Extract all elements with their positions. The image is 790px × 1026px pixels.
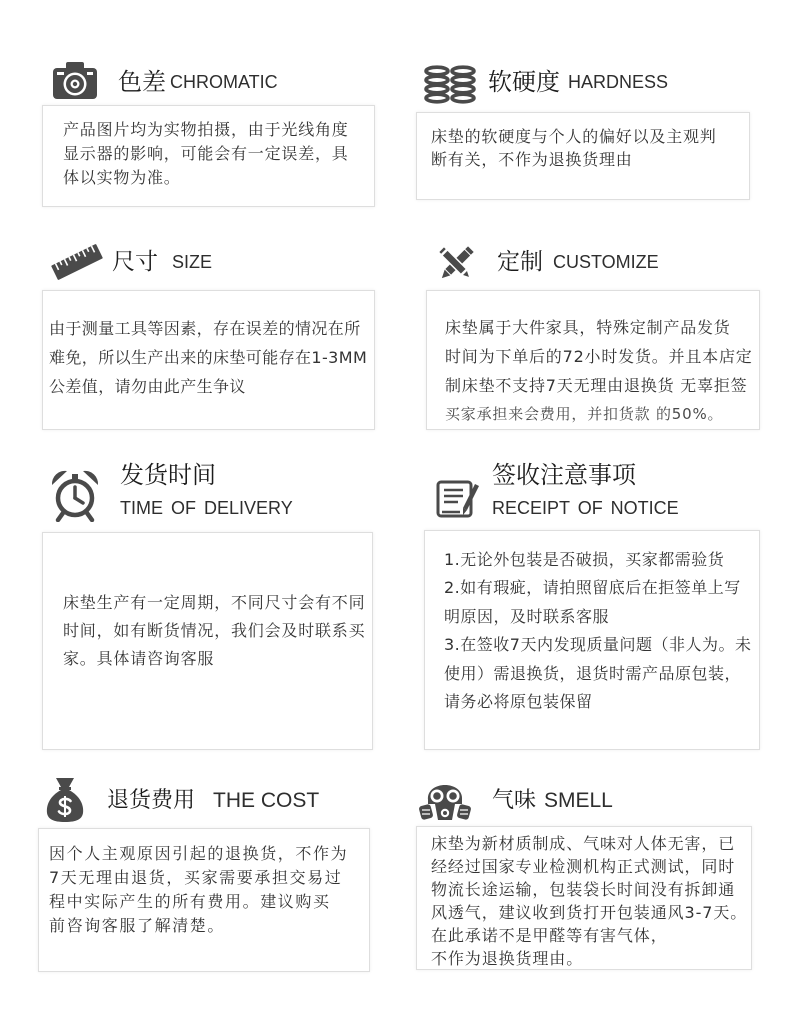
section-title-en: THE COST bbox=[213, 789, 320, 812]
notice-line: 程中实际产生的所有费用。建议购买 bbox=[49, 892, 331, 911]
section-title-en: TIME OF DELIVERY bbox=[120, 498, 293, 518]
tablet-icon bbox=[436, 479, 480, 519]
notice-box bbox=[42, 105, 375, 207]
money-bag-icon bbox=[44, 777, 86, 823]
notice-line: 请务必将原包装保留 bbox=[444, 692, 593, 712]
notice-box bbox=[416, 112, 750, 200]
alarm-clock-icon bbox=[50, 468, 100, 522]
notice-line: 不作为退换货理由。 bbox=[431, 949, 584, 968]
section-title-cn: 发货时间 bbox=[120, 461, 216, 489]
section-title-cn: 气味 bbox=[492, 788, 537, 813]
notice-line: 2.如有瑕疵，请拍照留底后在拒签单上写 bbox=[444, 578, 741, 598]
camera-icon bbox=[52, 60, 98, 100]
notice-box bbox=[42, 532, 373, 750]
notice-line: 断有关，不作为退换货理由 bbox=[431, 150, 633, 169]
notice-line: 公差值，请勿由此产生争议 bbox=[49, 377, 246, 396]
notice-line: 风透气，建议收到货打开包装通风3-7天。 bbox=[431, 903, 748, 922]
springs-icon bbox=[424, 65, 476, 105]
section-title-cn: 签收注意事项 bbox=[492, 461, 636, 489]
notice-box bbox=[42, 290, 375, 430]
notice-line: 床垫为新材质制成、气味对人体无害，已 bbox=[431, 834, 736, 853]
section-title-en: CUSTOMIZE bbox=[553, 252, 659, 272]
notice-line: 家。具体请咨询客服 bbox=[63, 649, 215, 668]
notice-line: 体以实物为准。 bbox=[63, 168, 181, 187]
notice-line: 前咨询客服了解清楚。 bbox=[49, 916, 226, 935]
section-title-en: SIZE bbox=[172, 252, 213, 272]
notice-box bbox=[38, 828, 370, 972]
section-title-cn: 软硬度 bbox=[488, 68, 560, 96]
notice-line: 物流长途运输，包装袋长时间没有拆卸通 bbox=[431, 880, 736, 899]
notice-line: 时间，如有断货情况，我们会及时联系买 bbox=[63, 621, 366, 640]
notice-line: 3.在签收7天内发现质量问题（非人为。未 bbox=[444, 635, 752, 655]
notice-line: 产品图片均为实物拍摄，由于光线角度 bbox=[63, 120, 349, 139]
section-title-en: RECEIPT OF NOTICE bbox=[492, 498, 679, 518]
section-title-en: HARDNESS bbox=[568, 72, 669, 92]
notice-line: 显示器的影响，可能会有一定误差，具 bbox=[63, 144, 349, 163]
notice-box bbox=[426, 290, 760, 430]
notice-line: 由于测量工具等因素，存在误差的情况在所 bbox=[49, 319, 361, 338]
gas-mask-icon bbox=[418, 774, 472, 822]
section-title-cn: 色差 bbox=[118, 68, 166, 96]
notice-line: 因个人主观原因引起的退换货，不作为 bbox=[49, 844, 349, 863]
section-title-cn: 尺寸 bbox=[112, 249, 158, 275]
notice-line: 买家承担来会费用，并扣货款 的50%。 bbox=[445, 405, 724, 423]
section-title-cn: 退货费用 bbox=[107, 788, 196, 813]
notice-box bbox=[416, 826, 752, 970]
section-title-en: CHROMATIC bbox=[170, 72, 278, 92]
notice-line: 时间为下单后的72小时发货。并且本店定 bbox=[445, 347, 753, 366]
crossed-pencils-icon bbox=[435, 243, 477, 285]
notice-line: 床垫属于大件家具，特殊定制产品发货 bbox=[445, 318, 731, 337]
notice-line: 床垫生产有一定周期，不同尺寸会有不同 bbox=[63, 593, 366, 612]
notice-line: 使用）需退换货，退货时需产品原包装， bbox=[444, 663, 742, 683]
notice-line: 床垫的软硬度与个人的偏好以及主观判 bbox=[431, 127, 717, 146]
notice-box bbox=[424, 530, 760, 750]
ruler-icon bbox=[50, 240, 104, 284]
notice-line: 制床垫不支持7天无理由退换货 无辜拒签 bbox=[445, 376, 748, 395]
notice-line: 1.无论外包装是否破损，买家都需验货 bbox=[444, 550, 725, 569]
notice-line: 经经过国家专业检测机构正式测试，同时 bbox=[431, 857, 736, 876]
section-title-cn: 定制 bbox=[497, 249, 543, 275]
notice-line: 在此承诺不是甲醛等有害气体， bbox=[431, 926, 668, 945]
section-title-en: SMELL bbox=[544, 789, 613, 812]
notice-line: 难免，所以生产出来的床垫可能存在1-3MM bbox=[49, 348, 368, 367]
notice-line: 7天无理由退货，买家需要承担交易过 bbox=[49, 868, 343, 887]
notice-line: 明原因，及时联系客服 bbox=[444, 606, 610, 626]
